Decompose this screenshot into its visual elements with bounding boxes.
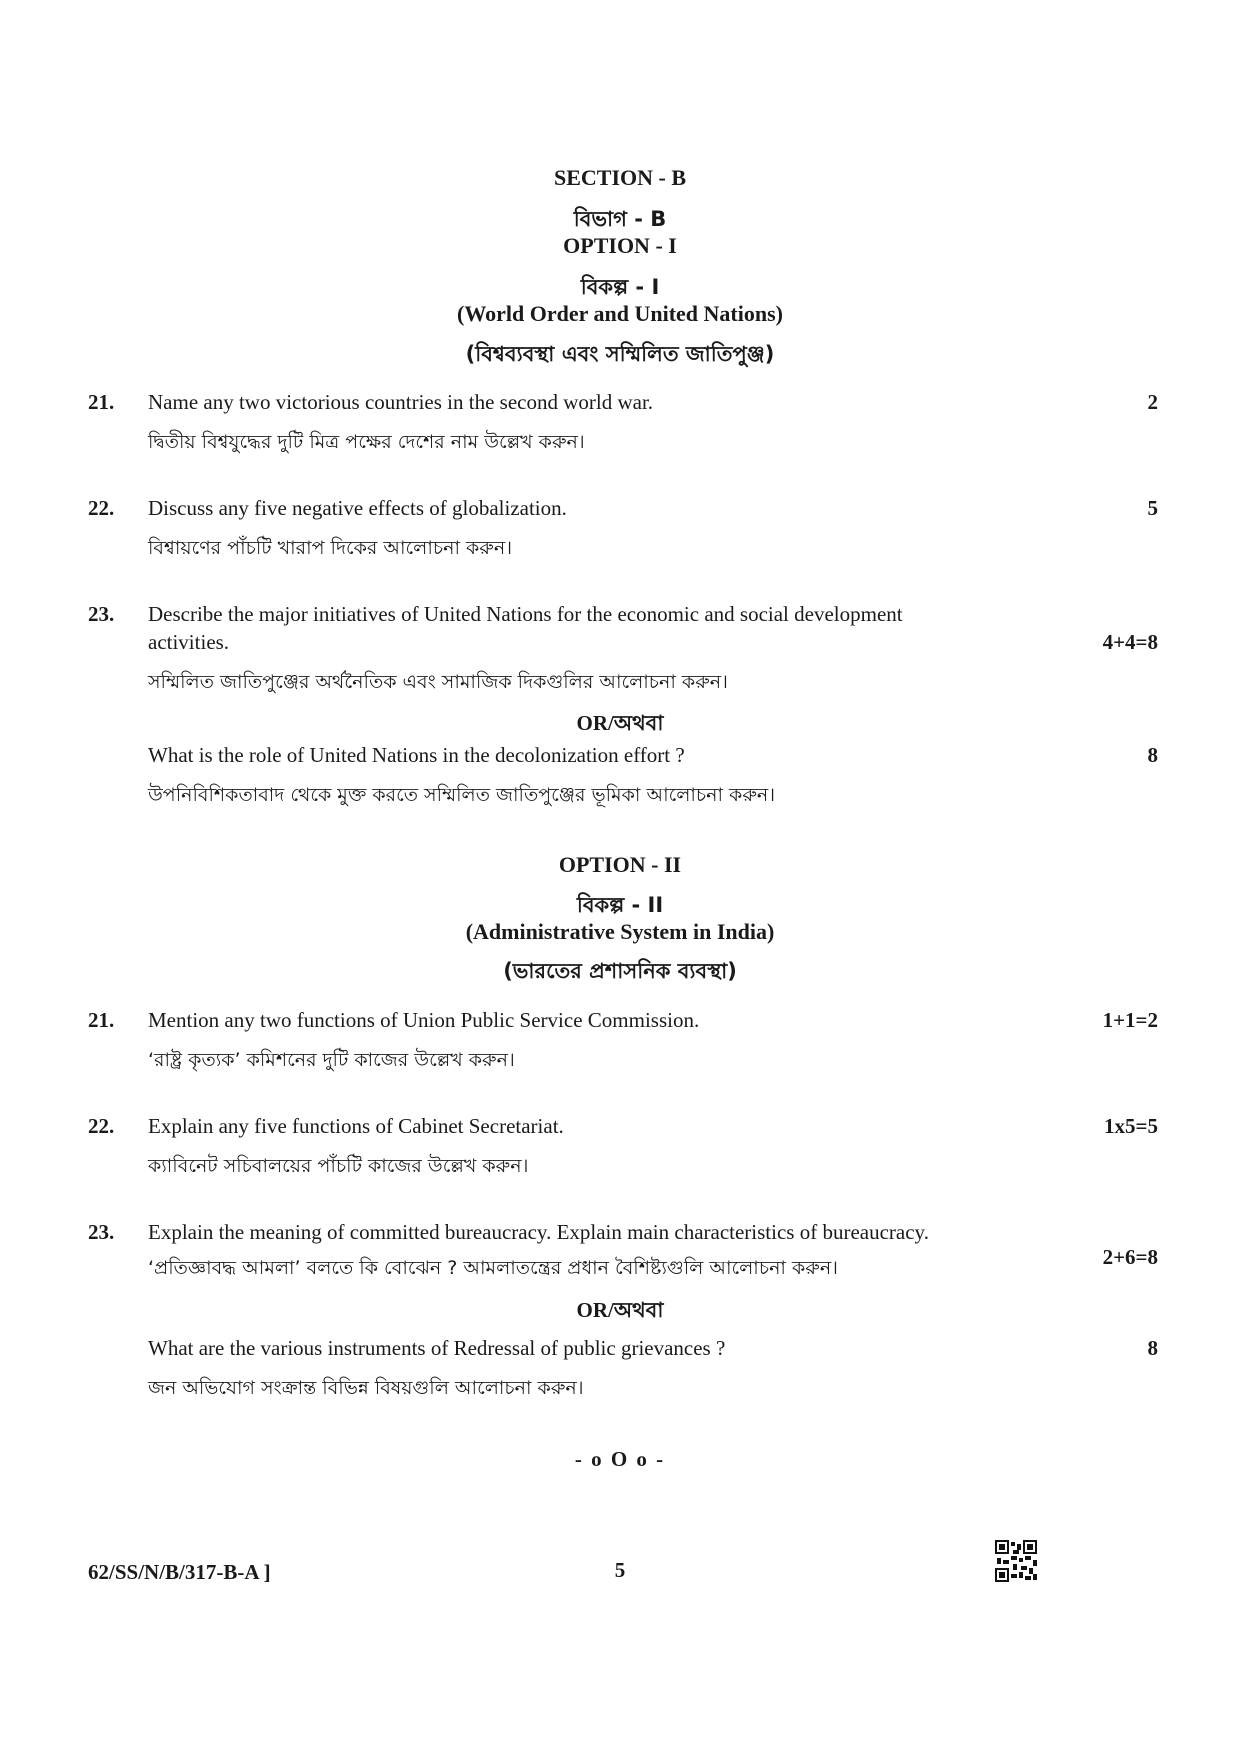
question-marks: 2+6=8 [1102, 1245, 1158, 1269]
question-marks: 5 [1147, 496, 1158, 520]
option2-title: OPTION - II [558, 852, 682, 877]
question-text: Name any two victorious countries in the second world war. [148, 390, 654, 414]
section-title: SECTION - B [553, 165, 687, 190]
question-marks: 1+1=2 [1102, 1008, 1158, 1032]
option1-subtitle-bn: (বিশ্বব্যবস্থা এবং সম্মিলিত জাতিপুঞ্জ) [465, 342, 775, 366]
paper-code: 62/SS/N/B/317-B-A ] [88, 1560, 271, 1584]
alt-question-marks: 8 [1147, 1336, 1158, 1360]
question-number: 23. [88, 602, 115, 626]
question-marks: 2 [1147, 390, 1158, 414]
page-number: 5 [614, 1558, 626, 1582]
question-marks: 1x5=5 [1104, 1114, 1158, 1138]
alt-question-text: What are the various instruments of Redressal of public grievances ? [148, 1336, 726, 1360]
question-number: 21. [88, 390, 115, 414]
option2-subtitle-bn: (ভারতের প্রশাসনিক ব্যবস্থা) [503, 959, 737, 983]
section-title-bn: বিভাগ - B [573, 207, 667, 231]
question-text-bn: দ্বিতীয় বিশ্বযুদ্ধের দুটি মিত্র পক্ষের দেশের নাম উল্লেখ করুন। [148, 431, 585, 453]
question-number: 21. [88, 1008, 115, 1032]
question-marks: 4+4=8 [1102, 630, 1158, 654]
question-text-cont: activities. [148, 630, 230, 654]
or-divider: OR/অথবা [576, 1298, 664, 1322]
question-text-bn: বিশ্বায়ণের পাঁচটি খারাপ দিকের আলোচনা করুন। [148, 537, 512, 559]
question-text: Describe the major initiatives of United Nations for the economic and social development [148, 602, 903, 626]
qr-code-icon [995, 1540, 1037, 1582]
question-text: Discuss any five negative effects of globalization. [148, 496, 567, 520]
question-text: Explain any five functions of Cabinet Secretariat. [148, 1114, 564, 1138]
alt-question-text-bn: উপনিবিশিকতাবাদ থেকে মুক্ত করতে সম্মিলিত জাতিপুঞ্জের ভূমিকা আলোচনা করুন। [148, 784, 776, 806]
question-number: 23. [88, 1220, 115, 1244]
alt-question-text-bn: জন অভিযোগ সংক্রান্ত বিভিন্ন বিষয়গুলি আলোচনা করুন। [148, 1377, 584, 1399]
question-number: 22. [88, 496, 115, 520]
option1-title-bn: বিকল্প - I [580, 275, 660, 299]
option2-title-bn: বিকল্প - II [576, 893, 664, 917]
or-divider: OR/অথবা [576, 711, 664, 735]
option2-subtitle: (Administrative System in India) [465, 919, 775, 944]
alt-question-text: What is the role of United Nations in the decolonization effort ? [148, 743, 685, 767]
question-text-bn: ‘রাষ্ট্র কৃত্যক’ কমিশনের দুটি কাজের উল্লেখ করুন। [148, 1049, 515, 1071]
option1-title: OPTION - I [563, 233, 677, 258]
alt-question-marks: 8 [1147, 743, 1158, 767]
question-text: Mention any two functions of Union Public Service Commission. [148, 1008, 700, 1032]
question-number: 22. [88, 1114, 115, 1138]
question-text-bn: ‘প্রতিজ্ঞাবদ্ধ আমলা’ বলতে কি বোঝেন ? আমলাতন্ত্রের প্রধান বৈশিষ্ট্যগুলি আলোচনা করুন। [148, 1257, 838, 1279]
question-text-bn: সম্মিলিত জাতিপুঞ্জের অর্থনৈতিক এবং সামাজিক দিকগুলির আলোচনা করুন। [148, 671, 728, 693]
question-text: Explain the meaning of committed bureaucracy. Explain main characteristics of bureaucracy. [148, 1220, 929, 1244]
question-text-bn: ক্যাবিনেট সচিবালয়ের পাঁচটি কাজের উল্লেখ করুন। [148, 1155, 529, 1177]
end-mark: - o O o - [574, 1447, 666, 1471]
option1-subtitle: (World Order and United Nations) [457, 301, 783, 326]
